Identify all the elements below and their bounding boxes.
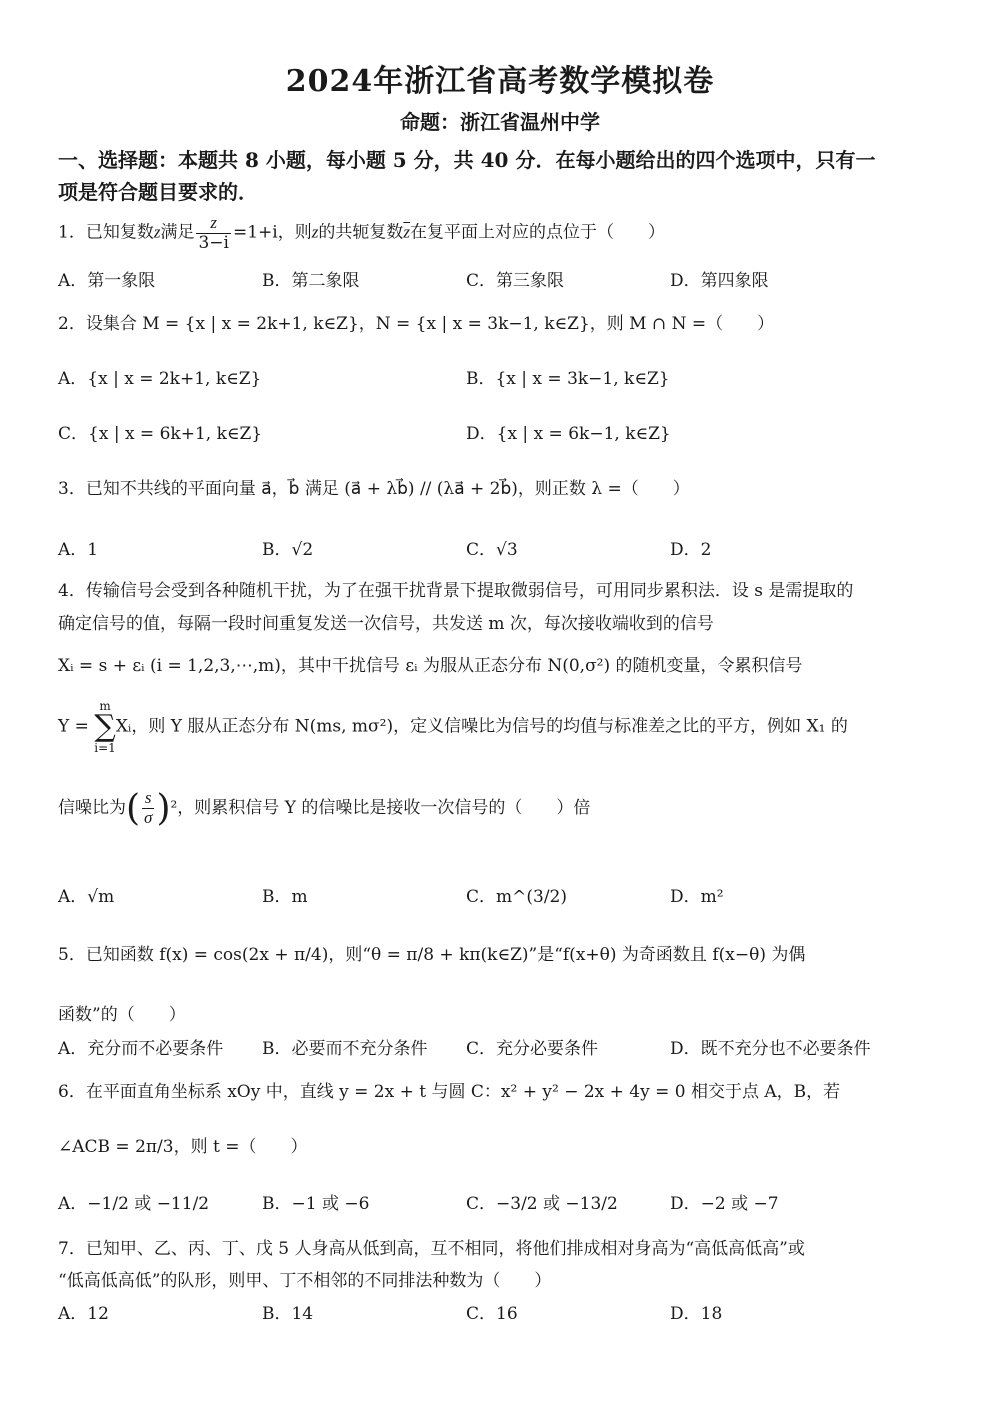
q3-option-b[interactable]: B．√2 bbox=[262, 540, 314, 560]
q1-post: 在复平面上对应的点位于（ ） bbox=[409, 222, 665, 243]
sum-upper: m bbox=[99, 699, 111, 713]
question-4-line2: 确定信号的值，每隔一段时间重复发送一次信号，共发送 m 次，每次接收端收到的信号 bbox=[58, 614, 714, 634]
question-2-stem: 2．设集合 M = {x | x = 2k+1, k∈Z}，N = {x | x = 3k−1, k∈Z}，则 M ∩ N =（ ） bbox=[58, 314, 775, 334]
q1-frac-den: 3−i bbox=[198, 232, 229, 253]
right-paren-icon: ) bbox=[156, 788, 171, 829]
q4-option-b[interactable]: B．m bbox=[262, 887, 308, 907]
q1-frac-num: z bbox=[196, 214, 231, 234]
q2-option-b[interactable]: B．{x | x = 3k−1, k∈Z} bbox=[466, 369, 670, 389]
q3-option-c[interactable]: C．√3 bbox=[466, 540, 518, 560]
question-1-stem bbox=[58, 214, 665, 252]
sum-lower: i=1 bbox=[94, 741, 116, 755]
q2-option-a[interactable]: A．{x | x = 2k+1, k∈Z} bbox=[58, 369, 262, 389]
question-5-line1: 5．已知函数 f(x) = cos(2x + π/4)，则“θ = π/8 + kπ(k∈Z)”是“f(x+θ) 为奇函数且 f(x−θ) 为偶 bbox=[58, 945, 806, 965]
q5-option-a[interactable]: A．充分而不必要条件 bbox=[58, 1039, 224, 1059]
q1-eq: =1+i，则 bbox=[232, 222, 312, 243]
q1-option-c[interactable]: C．第三象限 bbox=[466, 271, 565, 291]
page-title: 2024年浙江省高考数学模拟卷 bbox=[285, 64, 715, 99]
q5-option-c[interactable]: C．充分必要条件 bbox=[466, 1039, 599, 1059]
q7-option-b[interactable]: B．14 bbox=[262, 1304, 314, 1324]
q4-y-eq: Y = bbox=[58, 716, 89, 737]
question-4-line3: Xᵢ = s + εᵢ (i = 1,2,3,⋯,m)，其中干扰信号 εᵢ 为服从正态分布 N(0,σ²) 的随机变量，令累积信号 bbox=[58, 656, 803, 676]
q4-option-c[interactable]: C．m^(3/2) bbox=[466, 887, 567, 907]
summation-symbol bbox=[94, 700, 116, 754]
q7-option-a[interactable]: A．12 bbox=[58, 1304, 109, 1324]
q1-conj: $\overline{z}$ bbox=[403, 222, 410, 242]
q1-option-d[interactable]: D．第四象限 bbox=[670, 271, 769, 291]
q4-line5-pre: 信噪比为 bbox=[58, 798, 126, 818]
q1-pre: 1．已知复数 bbox=[58, 222, 154, 243]
q4-frac-num: s bbox=[142, 789, 154, 809]
q4-line4-rest: Xᵢ，则 Y 服从正态分布 N(ms, mσ²)，定义信噪比为信号的均值与标准差之比的平方，例如 X₁ 的 bbox=[115, 716, 848, 737]
q5-option-b[interactable]: B．必要而不充分条件 bbox=[262, 1039, 428, 1059]
question-7-line2: “低高低高低”的队形，则甲、丁不相邻的不同排法种数为（ ） bbox=[58, 1271, 552, 1291]
q3-option-a[interactable]: A．1 bbox=[58, 540, 99, 560]
q7-option-c[interactable]: C．16 bbox=[466, 1304, 518, 1324]
q3-option-d[interactable]: D．2 bbox=[670, 540, 712, 560]
q1-option-a[interactable]: A．第一象限 bbox=[58, 271, 156, 291]
q6-option-a[interactable]: A．−1/2 或 −11/2 bbox=[58, 1194, 210, 1214]
page-subtitle: 命题：浙江省温州中学 bbox=[400, 110, 600, 134]
section-heading-line2: 项是符合题目要求的． bbox=[58, 180, 258, 204]
q4-option-d[interactable]: D．m² bbox=[670, 887, 724, 907]
q4-snr-fraction bbox=[142, 789, 154, 827]
question-4-line4 bbox=[58, 700, 848, 754]
q1-var2: z bbox=[311, 222, 319, 242]
question-3-stem: 3．已知不共线的平面向量 a⃗，b⃗ 满足 (a⃗ + λb⃗) // (λa⃗ + 2b⃗)，则正数 λ =（ ） bbox=[58, 479, 690, 499]
q2-option-d[interactable]: D．{x | x = 6k−1, k∈Z} bbox=[466, 424, 671, 444]
q1-option-b[interactable]: B．第二象限 bbox=[262, 271, 360, 291]
q6-option-c[interactable]: C．−3/2 或 −13/2 bbox=[466, 1194, 618, 1214]
left-paren-icon: ( bbox=[126, 788, 141, 829]
q2-option-c[interactable]: C．{x | x = 6k+1, k∈Z} bbox=[58, 424, 263, 444]
sigma-icon: ∑ bbox=[94, 709, 116, 744]
question-4-line1: 4．传输信号会受到各种随机干扰，为了在强干扰背景下提取微弱信号，可用同步累积法．设 s 是需提取的 bbox=[58, 581, 854, 601]
question-4-line5 bbox=[58, 788, 590, 829]
q5-option-d[interactable]: D．既不充分也不必要条件 bbox=[670, 1039, 871, 1059]
question-6-line2: ∠ACB = 2π/3，则 t =（ ） bbox=[58, 1137, 308, 1157]
section-heading-line1: 一、选择题：本题共 8 小题，每小题 5 分，共 40 分．在每小题给出的四个选项中，只有一 bbox=[58, 148, 876, 172]
q1-fraction bbox=[196, 214, 231, 252]
q4-frac-den: σ bbox=[144, 808, 153, 827]
q1-var: z bbox=[153, 222, 161, 242]
q6-option-b[interactable]: B．−1 或 −6 bbox=[262, 1194, 370, 1214]
question-6-line1: 6．在平面直角坐标系 xOy 中，直线 y = 2x + t 与圆 C：x² + y² − 2x + 4y = 0 相交于点 A，B，若 bbox=[58, 1082, 841, 1102]
q1-mid: 满足 bbox=[160, 222, 195, 243]
q4-line5-rest: ²，则累积信号 Y 的信噪比是接收一次信号的（ ）倍 bbox=[170, 798, 591, 818]
q6-option-d[interactable]: D．−2 或 −7 bbox=[670, 1194, 779, 1214]
q1-mid2: 的共轭复数 bbox=[318, 222, 404, 243]
question-5-line2: 函数”的（ ） bbox=[58, 1005, 186, 1025]
question-7-line1: 7．已知甲、乙、丙、丁、戊 5 人身高从低到高，互不相同，将他们排成相对身高为“高低高低高”或 bbox=[58, 1239, 805, 1259]
q7-option-d[interactable]: D．18 bbox=[670, 1304, 723, 1324]
q4-option-a[interactable]: A．√m bbox=[58, 887, 115, 907]
